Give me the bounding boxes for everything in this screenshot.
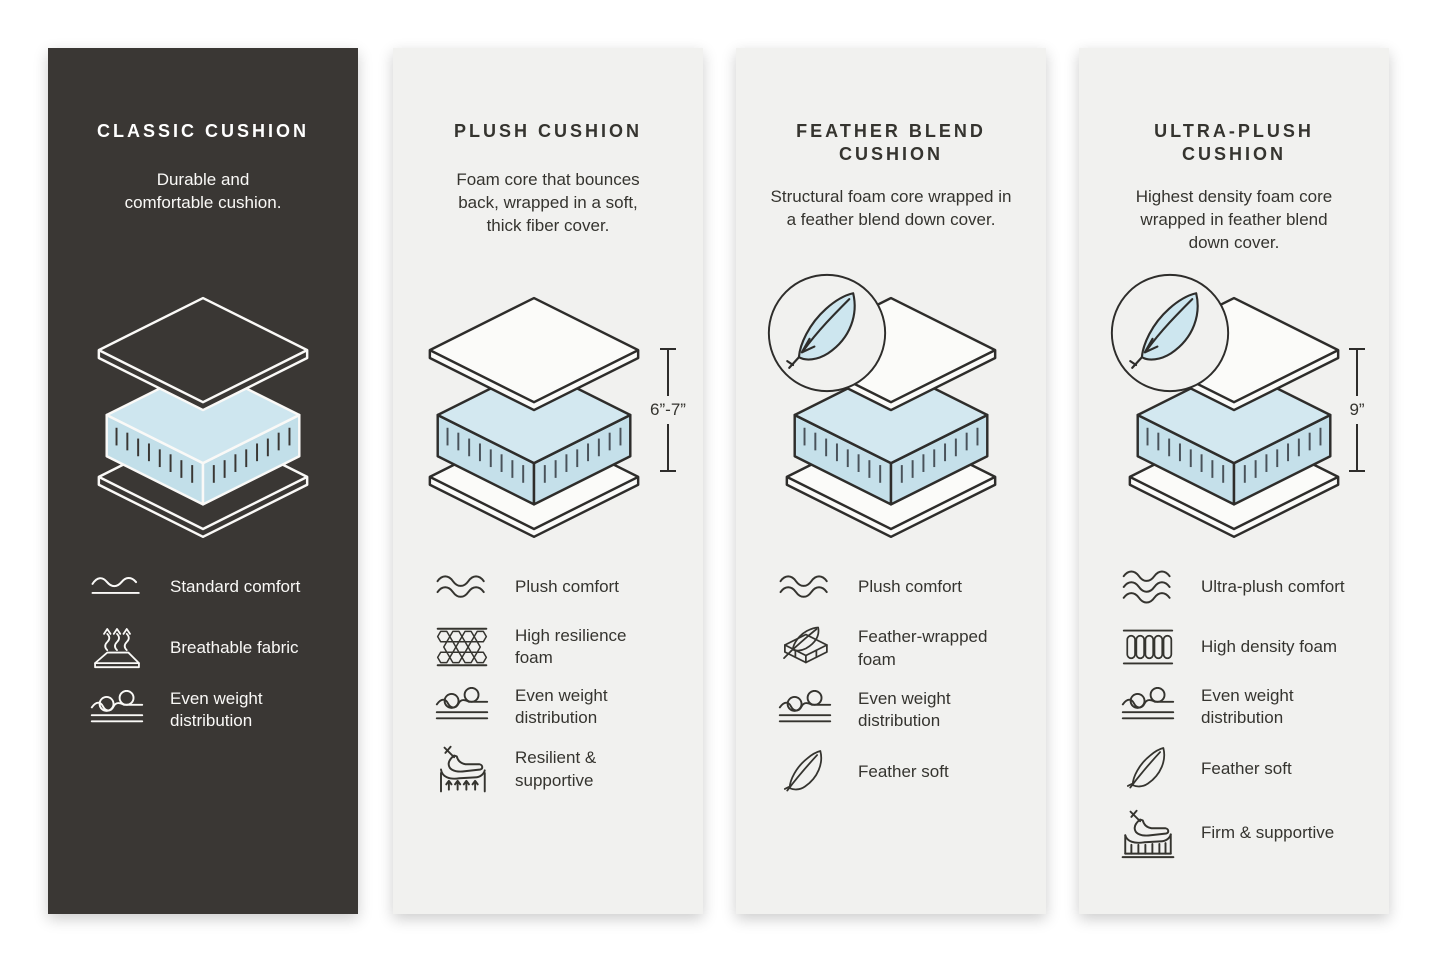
feature-list [776, 564, 1030, 811]
cushion-stack-icon [421, 290, 647, 538]
dimension-line [1356, 424, 1358, 470]
panel-classic-cushion [48, 48, 358, 914]
feature-label: Firm & supportive [1201, 823, 1335, 843]
dimension-line [1356, 350, 1358, 396]
feature-item [433, 684, 687, 730]
feather-badge-icon [764, 270, 890, 396]
feather-icon [776, 747, 834, 797]
feature-list [433, 564, 687, 809]
feature-label: Plush comfort [515, 576, 619, 596]
feature-item [1119, 564, 1373, 610]
feature-item [1119, 744, 1373, 794]
dimension-line [667, 424, 669, 470]
cushion-stack-icon [90, 290, 316, 538]
cushion-layers-illustration [393, 286, 703, 586]
even-weight-icon [88, 690, 146, 730]
feature-item [433, 624, 687, 670]
panel-description: Structural foam core wrapped in a feather blend down cover. [770, 187, 1012, 230]
feature-item [776, 747, 1030, 797]
firm-support-icon [1119, 808, 1177, 859]
even-weight-icon [433, 687, 491, 727]
cushion-layers-illustration [736, 286, 1046, 586]
feature-item [88, 624, 342, 673]
panel-description: Durable and comfortable cushion. [124, 170, 282, 213]
feature-item [776, 687, 1030, 733]
feature-label: High resilience foam [515, 625, 627, 667]
even-weight-icon [1119, 687, 1177, 727]
feather-badge-icon [1107, 270, 1233, 396]
feature-item [88, 687, 342, 733]
feature-label: Even weight distribution [858, 688, 951, 730]
feature-item [776, 564, 1030, 610]
panel-description: Foam core that bounces back, wrapped in a soft, thick fiber cover. [456, 170, 640, 236]
height-dimension-marker [650, 348, 686, 472]
dimension-label: 9” [1349, 400, 1365, 419]
feature-label: Feather soft [858, 761, 949, 781]
feature-item [1119, 684, 1373, 730]
feature-label: Plush comfort [858, 576, 962, 596]
panel-plush-cushion [393, 48, 703, 914]
honeycomb-foam-icon [433, 627, 491, 667]
panel-title: CLASSIC CUSHION [96, 120, 309, 141]
panel-title: FEATHER BLEND CUSHION [796, 120, 986, 164]
feature-item [433, 744, 687, 795]
feature-label: High density foam [1201, 636, 1338, 656]
feather-icon [1119, 744, 1177, 794]
feature-label: Resilient & supportive [515, 748, 597, 790]
feature-list [1119, 564, 1373, 873]
feather-wrapped-foam-icon [776, 624, 834, 673]
dimension-cap [1349, 470, 1365, 472]
feature-label: Even weight distribution [1201, 685, 1294, 727]
dimension-line [667, 350, 669, 396]
feature-label: Even weight distribution [170, 688, 263, 730]
feature-label: Feather-wrapped foam [858, 627, 988, 669]
wave-triple-icon [1119, 569, 1177, 605]
even-weight-icon [776, 690, 834, 730]
dimension-label: 6”-7” [650, 400, 686, 419]
feature-label: Feather soft [1201, 758, 1292, 778]
height-dimension-marker [1345, 348, 1369, 472]
dimension-cap [660, 470, 676, 472]
panel-title: ULTRA-PLUSH CUSHION [1154, 120, 1314, 164]
wave-single-icon [88, 573, 146, 602]
feature-item [88, 564, 342, 610]
panel-feather-blend-cushion [736, 48, 1046, 914]
high-density-foam-icon [1119, 628, 1177, 666]
feature-label: Breathable fabric [170, 638, 299, 658]
cushion-layers-illustration [1079, 286, 1389, 586]
feature-item [1119, 624, 1373, 670]
feature-label: Even weight distribution [515, 685, 608, 727]
wave-double-icon [433, 573, 491, 602]
wave-double-icon [776, 573, 834, 602]
feature-list [88, 564, 342, 747]
panel-ultra-plush-cushion [1079, 48, 1389, 914]
cushion-layers-illustration [48, 286, 358, 586]
breathable-fabric-icon [88, 624, 146, 673]
feature-label: Standard comfort [170, 576, 301, 596]
resilient-support-icon [433, 744, 491, 795]
panel-description: Highest density foam core wrapped in feather blend down cover. [1135, 187, 1333, 253]
feature-label: Ultra-plush comfort [1201, 576, 1345, 596]
feature-item [1119, 808, 1373, 859]
panel-title: PLUSH CUSHION [453, 120, 642, 141]
feature-item [433, 564, 687, 610]
feature-item [776, 624, 1030, 673]
